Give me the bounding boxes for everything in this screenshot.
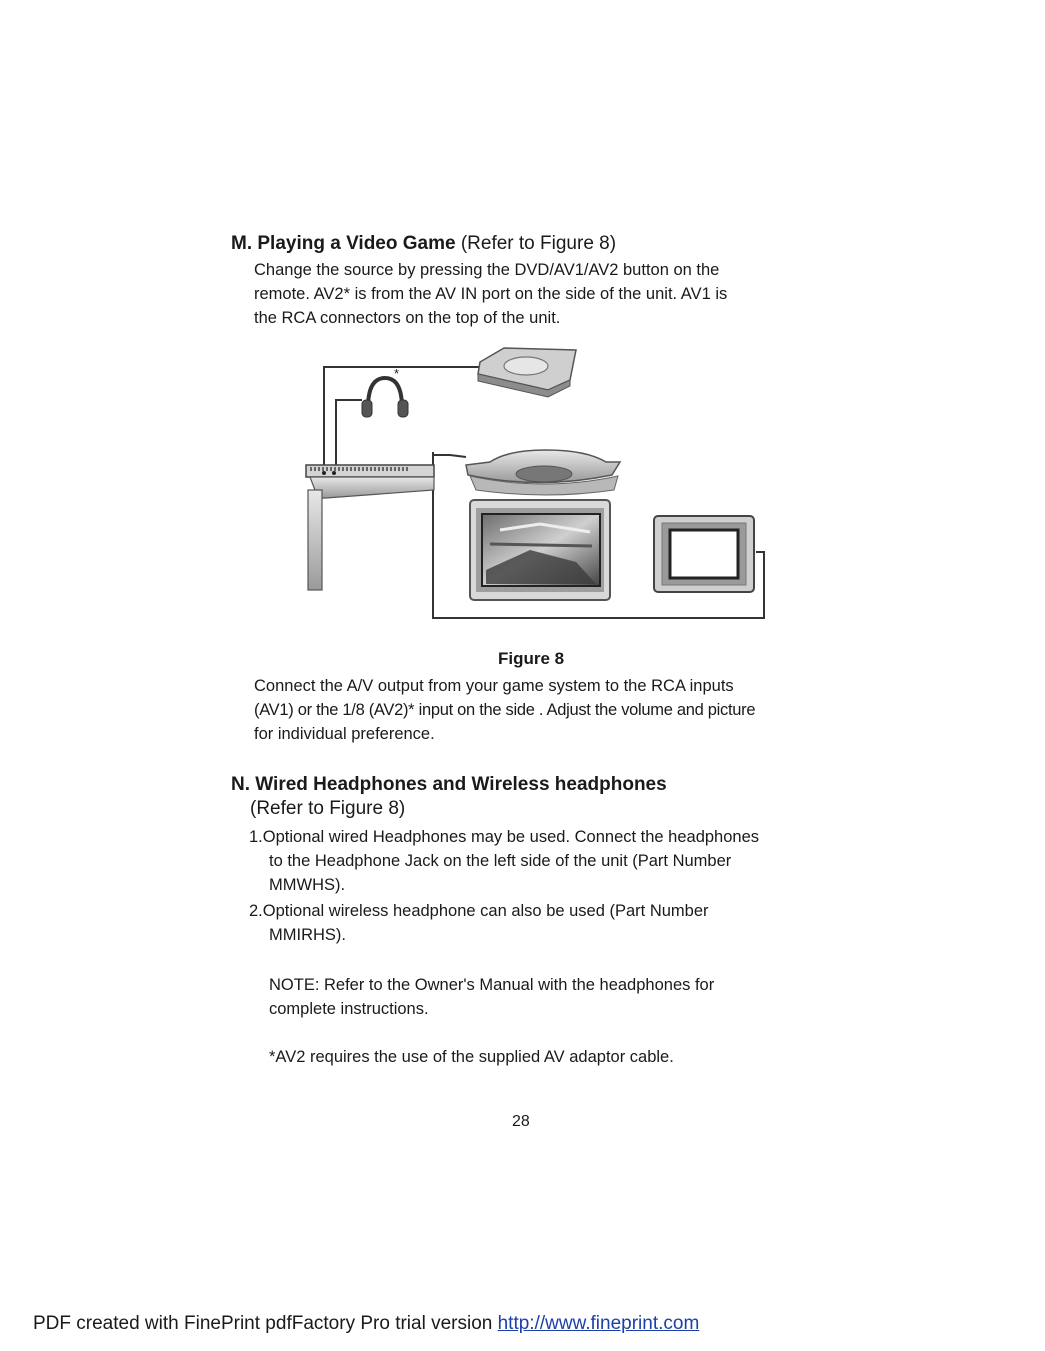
note-block bbox=[269, 973, 816, 1021]
list-item-1 bbox=[249, 825, 816, 849]
headphones-icon bbox=[362, 378, 408, 417]
section-m-intro bbox=[254, 258, 816, 330]
section-m-title-ref: (Refer to Figure 8) bbox=[455, 233, 617, 254]
footnote: *AV2 requires the use of the supplied AV adaptor cable. bbox=[269, 1048, 674, 1066]
text-line: MMIRHS). bbox=[269, 926, 346, 944]
text-line: for individual preference. bbox=[254, 725, 435, 743]
section-m-heading bbox=[231, 233, 616, 255]
text-line: NOTE: Refer to the Owner's Manual with the headphones for bbox=[269, 976, 715, 994]
footer-text: PDF created with FinePrint pdfFactory Pro trial version bbox=[33, 1313, 498, 1334]
text-line: remote. AV2* is from the AV IN port on the side of the unit. AV1 is bbox=[254, 285, 728, 303]
section-m-instructions bbox=[254, 674, 816, 746]
text-line: to the Headphone Jack on the left side of the unit (Part Number bbox=[269, 852, 732, 870]
list-item-1-cont bbox=[269, 849, 816, 897]
list-item-2-cont bbox=[269, 923, 816, 947]
asterisk-label: * bbox=[394, 366, 400, 381]
pdf-footer bbox=[33, 1313, 699, 1335]
text-line: complete instructions. bbox=[269, 1000, 429, 1018]
text-line: Connect the A/V output from your game system to the RCA inputs bbox=[254, 677, 734, 695]
unit-side-view-icon bbox=[306, 465, 434, 590]
text-line: 2.Optional wireless headphone can also be used (Part Number bbox=[249, 902, 709, 920]
text-line: 1.Optional wired Headphones may be used. Connect the headphones bbox=[249, 828, 760, 846]
section-m-title: M. Playing a Video Game bbox=[231, 233, 456, 254]
text-line: the RCA connectors on the top of the unit. bbox=[254, 309, 561, 327]
figure-caption: Figure 8 bbox=[498, 649, 565, 668]
figure-8-diagram bbox=[290, 340, 780, 630]
text-line: (AV1) or the 1/8 (AV2)* input on the side . Adjust the volume and picture bbox=[254, 701, 756, 719]
list-item-2 bbox=[249, 899, 816, 923]
unit-front-view-icon bbox=[466, 450, 620, 600]
text-line: Change the source by pressing the DVD/AV1/AV2 button on the bbox=[254, 261, 720, 279]
section-n-title: N. Wired Headphones and Wireless headphones bbox=[231, 774, 667, 795]
footer-link[interactable]: http://www.fineprint.com bbox=[497, 1313, 700, 1334]
monitor-icon bbox=[654, 516, 754, 592]
section-n-subtitle: (Refer to Figure 8) bbox=[250, 798, 406, 819]
page-number: 28 bbox=[512, 1113, 530, 1130]
game-console-icon bbox=[478, 348, 576, 397]
text-line: MMWHS). bbox=[269, 876, 346, 894]
